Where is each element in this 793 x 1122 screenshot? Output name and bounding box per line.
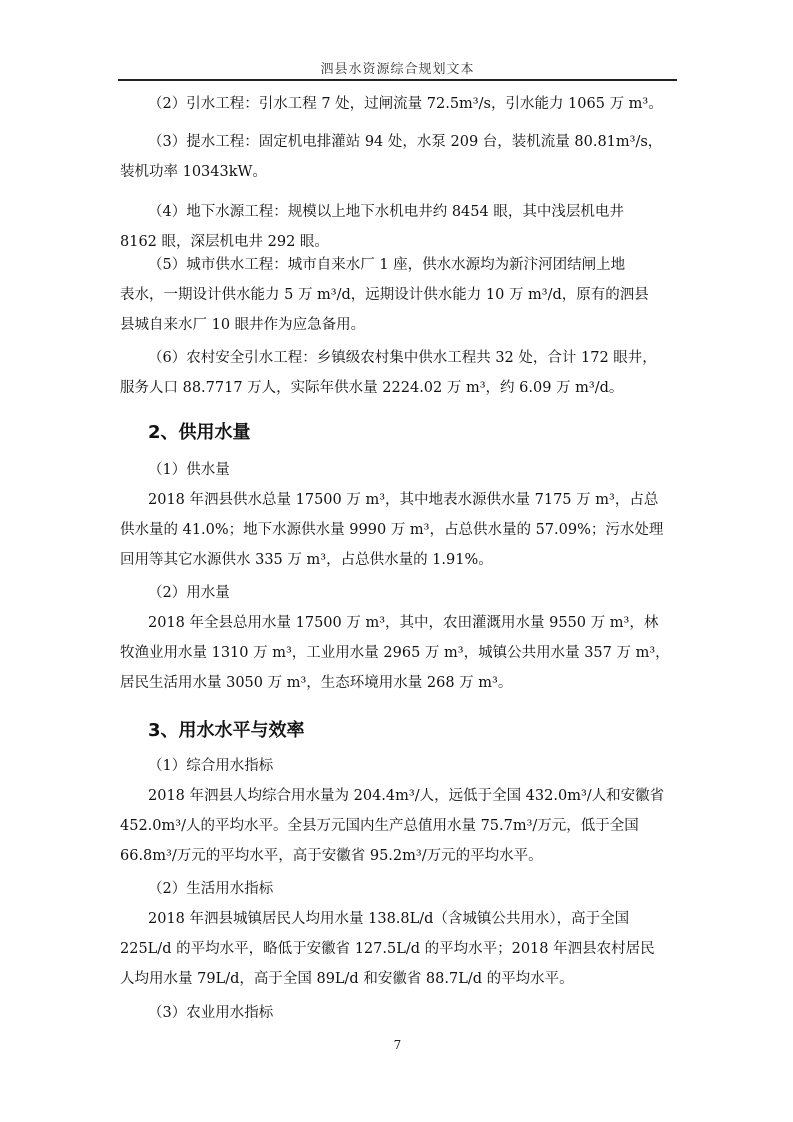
- paragraph-rural-water-supply: （6）农村安全引水工程：乡镇级农村集中供水工程共 32 处，合计 172 眼井， 服务人口 88.7717 万人，实际年供水量 2224.02 万 m³，约 6.09 万 m³/d。: [120, 350, 657, 396]
- paragraph-diversion-works: （2）引水工程：引水工程 7 处，过闸流量 72.5m³/s，引水能力 1065 万 m³。: [148, 96, 663, 112]
- page-number: 7: [393, 1038, 402, 1052]
- section-heading-water-efficiency: 3、用水水平与效率: [148, 720, 305, 741]
- paragraph-comprehensive-indicators: 2018 年泗县人均综合用水量为 204.4m³/人，远低于全国 432.0m³/人和安徽省 452.0m³/人的平均水平。全县万元国内生产总值用水量 75.7m³/万元，低于全国 66.8m³/万元的平均水平，高于安徽省 95.2m³/万元的平均水平。: [120, 788, 665, 864]
- subheading-comprehensive-indicators: （1）综合用水指标: [148, 758, 274, 774]
- subheading-water-supply: （1）供水量: [148, 462, 230, 478]
- paragraph-water-use: 2018 年全县总用水量 17500 万 m³，其中，农田灌溉用水量 9550 万 m³，林 牧渔业用水量 1310 万 m³，工业用水量 2965 万 m³，城镇公共用水量 357 万 m³， 居民生活用水量 3050 万 m³，生态环境用水量 268 万 m³。: [120, 615, 670, 691]
- paragraph-water-supply: 2018 年泗县供水总量 17500 万 m³，其中地表水源供水量 7175 万 m³，占总 供水量的 41.0%；地下水源供水量 9990 万 m³，占总供水量的 57.09%；污水处理 回用等其它水源供水 335 万 m³，占总供水量的 1.91%。: [120, 492, 664, 568]
- subheading-agricultural-indicators: （3）农业用水指标: [148, 1005, 274, 1021]
- subheading-domestic-indicators: （2）生活用水指标: [148, 881, 274, 897]
- running-header: 泗县水资源综合规划文本: [320, 62, 475, 77]
- paragraph-groundwater-works: （4）地下水源工程：规模以上地下水机电井约 8454 眼，其中浅层机电井 8162 眼，深层机电井 292 眼。: [120, 204, 624, 250]
- paragraph-domestic-indicators: 2018 年泗县城镇居民人均用水量 138.8L/d（含城镇公共用水），高于全国 225L/d 的平均水平，略低于安徽省 127.5L/d 的平均水平；2018 年泗县农村居民 人均用水量 79L/d，高于全国 89L/d 和安徽省 88.7L/d 的平均水平。: [120, 911, 655, 987]
- section-heading-water-supply-use: 2、供用水量: [148, 422, 251, 443]
- header-rule: [118, 79, 677, 81]
- subheading-water-use: （2）用水量: [148, 585, 230, 601]
- paragraph-pumping-works: （3）提水工程：固定机电排灌站 94 处，水泵 209 台，装机流量 80.81m³/s， 装机功率 10343kW。: [120, 134, 663, 180]
- paragraph-urban-water-supply: （5）城市供水工程：城市自来水厂 1 座，供水水源均为新汴河团结闸上地 表水，一期设计供水能力 5 万 m³/d，远期设计供水能力 10 万 m³/d，原有的泗县 县城自来水厂 10 眼井作为应急备用。: [120, 257, 649, 333]
